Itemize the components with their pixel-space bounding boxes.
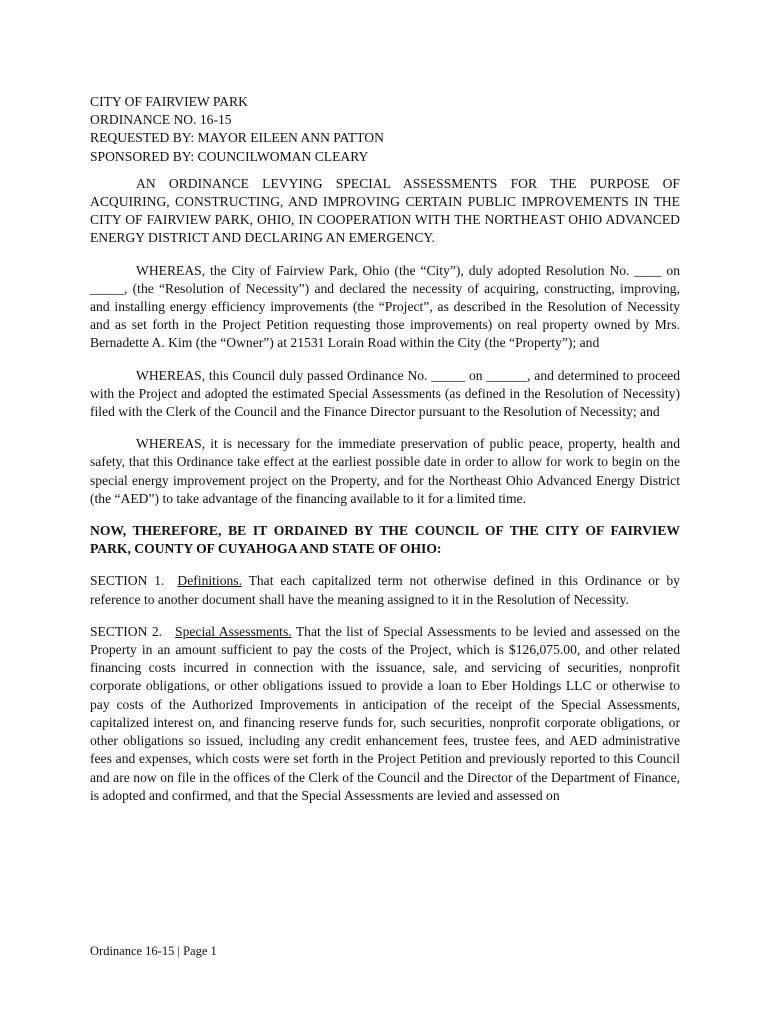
whereas-clause-2: WHEREAS, this Council duly passed Ordinance No. _____ on ______, and determined to proceed with the Project and adopted the estimated Special Assessments (as defined in the Resolution of Necessity) filed with the Clerk of the Council and the Finance Director pursuant to the Resolution of Necessity; and bbox=[90, 367, 680, 420]
header-ordinance-number: ORDINANCE NO. 16-15 bbox=[90, 112, 232, 128]
page-footer: Ordinance 16-15 | Page 1 bbox=[90, 944, 217, 958]
section-1-heading: Definitions. bbox=[177, 573, 242, 589]
section-2-heading: Special Assessments. bbox=[175, 623, 292, 639]
section-1-text: That each capitalized term not otherwise defined in this Ordinance or by reference to another document shall have the meaning assigned to it in the Resolution of Necessity. bbox=[90, 573, 680, 607]
whereas-clause-3: WHEREAS, it is necessary for the immediate preservation of public peace, property, health and safety, that this Ordinance take effect at the earliest possible date in order to allow for work to begin on the special energy improvement project on the Property, and for the Northeast Ohio Advanced Energy District (the “AED”) to take advantage of the financing available to it for a limited time. bbox=[90, 436, 680, 506]
section-2 bbox=[90, 623, 680, 805]
ordinance-title: AN ORDINANCE LEVYING SPECIAL ASSESSMENTS FOR THE PURPOSE OF ACQUIRING, CONSTRUCTING, AND IMPROVING CERTAIN PUBLIC IMPROVEMENTS IN THE CITY OF FAIRVIEW PARK, OHIO, IN COOPERATION WITH THE NORTHEAST OHIO ADVANCED ENERGY DISTRICT AND DECLARING AN EMERGENCY. bbox=[90, 175, 680, 246]
header-city: CITY OF FAIRVIEW PARK bbox=[90, 94, 248, 109]
section-2-label: SECTION 2. bbox=[90, 623, 163, 639]
section-2-text: That the list of Special Assessments to be levied and assessed on the Property in an amount sufficient to pay the costs of the Project, which is $126,075.00, and other related financing costs incurred in connection with the issuance, sale, and servicing of securities, nonprofit corporate obligations, or other obligations issued to provide a loan to Eber Holdings LLC or otherwise to pay costs of the Authorized Improvements in anticipation of the receipt of the Special Assessments, capitalized interest on, and financing reserve funds for, such securities, nonprofit corporate obligations, or other obligations so issued, including any credit enhancement fees, trustee fees, and AED administrative fees and expenses, which costs were set forth in the Project Petition and previously reported to this Council and are now on file in the offices of the Clerk of the Council and the Director of the Department of Finance, is adopted and confirmed, and that the Special Assessments are levied and assessed on bbox=[90, 623, 680, 803]
whereas-clause-1: WHEREAS, the City of Fairview Park, Ohio (the “City”), duly adopted Resolution No. ____ on _____, (the “Resolution of Necessity”) and declared the necessity of acquiring, constructing, improving, and installing energy efficiency improvements (the “Project”, as described in the Resolution of Necessity and as set forth in the Project Petition requesting those improvements) on real property owned by Mrs. Bernadette A. Kim (the “Owner”) at 21531 Lorain Road within the City (the “Property”); and bbox=[90, 262, 680, 351]
ordained-clause: NOW, THEREFORE, BE IT ORDAINED BY THE COUNCIL OF THE CITY OF FAIRVIEW PARK, COUNTY OF CUYAHOGA AND STATE OF OHIO: bbox=[90, 523, 680, 557]
section-1 bbox=[90, 572, 680, 608]
section-1-label: SECTION 1. bbox=[90, 573, 165, 589]
header-sponsored-by: SPONSORED BY: COUNCILWOMAN CLEARY bbox=[90, 148, 369, 164]
header-requested-by: REQUESTED BY: MAYOR EILEEN ANN PATTON bbox=[90, 130, 384, 146]
document-body bbox=[90, 93, 680, 805]
